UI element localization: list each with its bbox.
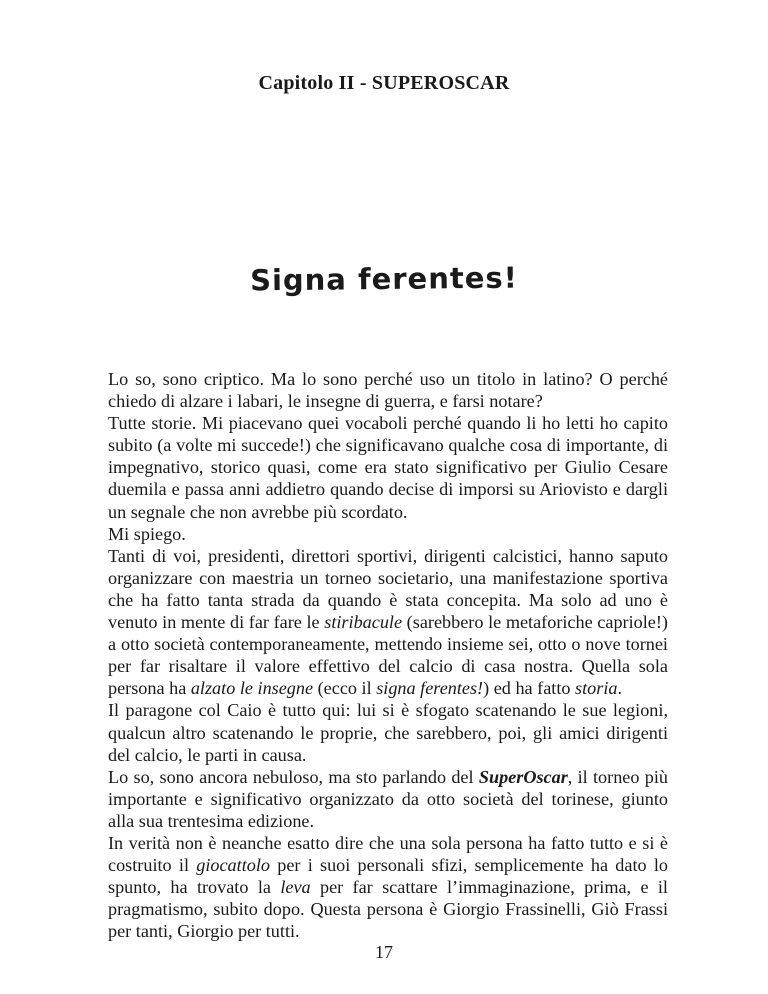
emphasis-text: stiribacule [324, 612, 403, 633]
emphasis-text: storia [575, 678, 618, 699]
paragraph [108, 766, 668, 832]
paragraph [108, 412, 668, 522]
body-text [108, 368, 668, 942]
paragraph [108, 545, 668, 700]
text-run: Lo so, sono criptico. Ma lo sono perché uso un titolo in latino? O perché chiedo di alzare i labari, le insegne di guerra, e farsi notare? [108, 369, 668, 412]
chapter-title: Capitolo II - SUPEROSCAR [258, 72, 510, 94]
emphasis-text: alzato le insegne [190, 678, 314, 699]
paragraph [108, 523, 668, 545]
page-number: 17 [375, 942, 393, 962]
text-run: Tutte storie. Mi piacevano quei vocaboli perché quando li ho letti ho capito subito (a volte mi succede!) che significavano qualche cosa di importante, di impegnativo, storico quasi, come era stato significativo per Giulio Cesare duemila e passa anni addietro quando decise di imporsi su Ariovisto e dargli un segnale che non avrebbe più scordato. [108, 413, 668, 522]
text-run: In verità non è neanche esatto dire che una sola persona ha fatto tutto e si è costruito il [108, 832, 668, 876]
paragraph [108, 699, 668, 765]
text-run: Lo so, sono ancora nebuloso, ma sto parlando del [108, 766, 479, 787]
text-run: ) ed ha fatto [483, 678, 576, 699]
emphasis-text: leva [280, 877, 311, 898]
text-run: (sarebbero le metaforiche capriole!) a otto società contemporaneamente, mettendo insieme sei, otto o nove tornei per far risaltare il valore effettivo del calcio di casa nostra. Quella sola persona ha [108, 612, 668, 699]
text-run: Tanti di voi, presidenti, direttori sportivi, dirigenti calcistici, hanno saputo organizzare con maestria un torneo societario, una manifestazione sportiva che ha fatto tanta strada da quando è stata concepita. Ma solo ad uno è venuto in mente di far fare le [108, 545, 668, 633]
strong-emphasis-text: SuperOscar [478, 766, 568, 787]
text-run: per far scattare l’immaginazione, prima, e il pragmatismo, subito dopo. Questa persona è Giorgio Frassinelli, Giò Frassi per tanti, Giorgio per tutti. [108, 877, 668, 942]
text-run: Mi spiego. [108, 523, 186, 544]
text-run: (ecco il [313, 678, 377, 699]
text-run: . [617, 678, 623, 699]
emphasis-text: giocattolo [196, 855, 270, 876]
emphasis-text: signa ferentes! [376, 678, 484, 699]
paragraph [108, 832, 668, 942]
paragraph [108, 368, 668, 412]
text-run: , il torneo più importante e significativo organizzato da otto società del torinese, giunto alla sua trentesima edizione. [108, 766, 668, 831]
section-title: Signa ferentes! [249, 260, 519, 298]
text-run: per i suoi personali sfizi, semplicemente ha dato lo spunto, ha trovato la [108, 855, 668, 898]
text-run: Il paragone col Caio è tutto qui: lui si è sfogato scatenando le sue legioni, qualcun altro scatenando le proprie, che sarebbero, poi, gli amici dirigenti del calcio, le parti in causa. [108, 700, 668, 765]
